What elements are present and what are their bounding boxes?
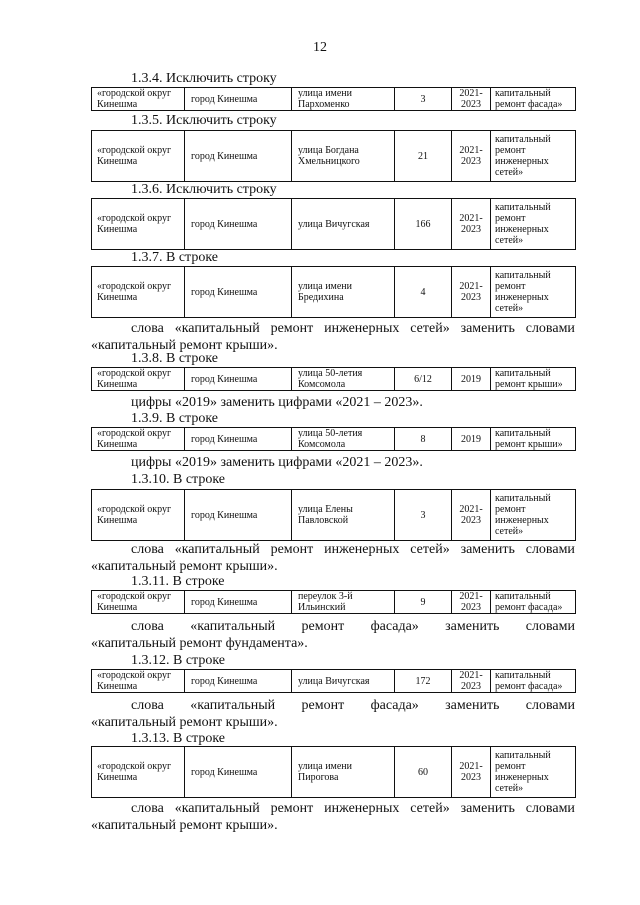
paragraph-line: слова «капитальный ремонт фасада» заменить словами	[131, 619, 575, 634]
table-row	[92, 747, 576, 798]
cell-municipality: «городской округ Кинешма	[92, 267, 185, 318]
record-table	[91, 87, 576, 111]
paragraph-line: цифры «2019» заменить цифрами «2021 – 2023».	[131, 395, 423, 410]
cell-street: улица Вичугская	[292, 199, 395, 250]
cell-house-number: 9	[395, 591, 452, 614]
cell-house-number: 6/12	[395, 368, 452, 391]
cell-street: улица имени Пархоменко	[292, 88, 395, 111]
instruction-paragraph	[91, 454, 575, 471]
table-row	[92, 131, 576, 182]
paragraph-line: слова «капитальный ремонт инженерных сетей» заменить словами	[131, 542, 575, 557]
page-number: 12	[313, 40, 327, 55]
cell-city: город Кинешма	[185, 199, 292, 250]
cell-city: город Кинешма	[185, 267, 292, 318]
section-heading: 1.3.9. В строке	[131, 411, 219, 426]
section-heading: 1.3.7. В строке	[131, 250, 219, 265]
cell-street: переулок 3-й Ильинский	[292, 591, 395, 614]
instruction-paragraph	[91, 541, 575, 575]
section-heading: 1.3.11. В строке	[131, 574, 225, 589]
paragraph-line: слова «капитальный ремонт инженерных сетей» заменить словами	[131, 801, 575, 816]
cell-work-type: капитальный ремонт крыши»	[491, 428, 576, 451]
cell-period: 2019	[452, 428, 491, 451]
cell-street: улица Вичугская	[292, 670, 395, 693]
cell-street: улица 50-летия Комсомола	[292, 368, 395, 391]
cell-city: город Кинешма	[185, 368, 292, 391]
cell-street: улица Елены Павловской	[292, 490, 395, 541]
table-row	[92, 199, 576, 250]
cell-house-number: 8	[395, 428, 452, 451]
table-row	[92, 267, 576, 318]
cell-city: город Кинешма	[185, 670, 292, 693]
cell-municipality: «городской округ Кинешма	[92, 670, 185, 693]
table-row	[92, 591, 576, 614]
table-row	[92, 490, 576, 541]
cell-city: город Кинешма	[185, 490, 292, 541]
record-table	[91, 669, 576, 693]
section-heading: 1.3.8. В строке	[131, 351, 219, 366]
section-heading: 1.3.10. В строке	[131, 472, 226, 487]
paragraph-line: слова «капитальный ремонт инженерных сетей» заменить словами	[131, 321, 575, 336]
cell-municipality: «городской округ Кинешма	[92, 747, 185, 798]
cell-city: город Кинешма	[185, 747, 292, 798]
cell-work-type: капитальный ремонт фасада»	[491, 670, 576, 693]
paragraph-line: «капитальный ремонт крыши».	[91, 338, 278, 353]
paragraph-line: слова «капитальный ремонт фасада» заменить словами	[131, 698, 575, 713]
cell-municipality: «городской округ Кинешма	[92, 428, 185, 451]
cell-work-type: капитальный ремонт инженерных сетей»	[491, 131, 576, 182]
cell-municipality: «городской округ Кинешма	[92, 88, 185, 111]
section-heading: 1.3.4. Исключить строку	[131, 71, 277, 86]
table-row	[92, 670, 576, 693]
cell-street: улица имени Бредихина	[292, 267, 395, 318]
section-heading: 1.3.12. В строке	[131, 653, 226, 668]
instruction-paragraph	[91, 394, 575, 411]
section-heading: 1.3.6. Исключить строку	[131, 182, 277, 197]
cell-work-type: капитальный ремонт крыши»	[491, 368, 576, 391]
record-table	[91, 266, 576, 318]
cell-city: город Кинешма	[185, 88, 292, 111]
cell-work-type: капитальный ремонт фасада»	[491, 88, 576, 111]
cell-municipality: «городской округ Кинешма	[92, 199, 185, 250]
cell-municipality: «городской округ Кинешма	[92, 368, 185, 391]
record-table	[91, 427, 576, 451]
cell-house-number: 166	[395, 199, 452, 250]
cell-house-number: 3	[395, 490, 452, 541]
cell-work-type: капитальный ремонт инженерных сетей»	[491, 267, 576, 318]
section-heading: 1.3.13. В строке	[131, 731, 226, 746]
cell-street: улица Богдана Хмельницкого	[292, 131, 395, 182]
cell-period: 2021-2023	[452, 199, 491, 250]
cell-period: 2021-2023	[452, 591, 491, 614]
cell-city: город Кинешма	[185, 428, 292, 451]
record-table	[91, 130, 576, 182]
table-row	[92, 428, 576, 451]
cell-period: 2021-2023	[452, 267, 491, 318]
record-table	[91, 367, 576, 391]
table-row	[92, 368, 576, 391]
record-table	[91, 198, 576, 250]
cell-house-number: 21	[395, 131, 452, 182]
cell-street: улица имени Пирогова	[292, 747, 395, 798]
instruction-paragraph	[91, 800, 575, 834]
cell-house-number: 4	[395, 267, 452, 318]
cell-house-number: 3	[395, 88, 452, 111]
cell-house-number: 172	[395, 670, 452, 693]
paragraph-line: «капитальный ремонт фундамента».	[91, 636, 308, 651]
instruction-paragraph	[91, 320, 575, 354]
cell-municipality: «городской округ Кинешма	[92, 490, 185, 541]
cell-period: 2021-2023	[452, 747, 491, 798]
paragraph-line: цифры «2019» заменить цифрами «2021 – 2023».	[131, 455, 423, 470]
instruction-paragraph	[91, 697, 575, 731]
cell-period: 2019	[452, 368, 491, 391]
cell-street: улица 50-летия Комсомола	[292, 428, 395, 451]
cell-work-type: капитальный ремонт фасада»	[491, 591, 576, 614]
paragraph-line: «капитальный ремонт крыши».	[91, 559, 278, 574]
cell-city: город Кинешма	[185, 131, 292, 182]
paragraph-line: «капитальный ремонт крыши».	[91, 818, 278, 833]
cell-period: 2021-2023	[452, 131, 491, 182]
cell-period: 2021-2023	[452, 88, 491, 111]
instruction-paragraph	[91, 618, 575, 652]
cell-period: 2021-2023	[452, 490, 491, 541]
cell-house-number: 60	[395, 747, 452, 798]
record-table	[91, 489, 576, 541]
record-table	[91, 746, 576, 798]
cell-municipality: «городской округ Кинешма	[92, 131, 185, 182]
section-heading: 1.3.5. Исключить строку	[131, 113, 277, 128]
cell-work-type: капитальный ремонт инженерных сетей»	[491, 199, 576, 250]
cell-municipality: «городской округ Кинешма	[92, 591, 185, 614]
cell-period: 2021-2023	[452, 670, 491, 693]
cell-work-type: капитальный ремонт инженерных сетей»	[491, 490, 576, 541]
table-row	[92, 88, 576, 111]
paragraph-line: «капитальный ремонт крыши».	[91, 715, 278, 730]
cell-work-type: капитальный ремонт инженерных сетей»	[491, 747, 576, 798]
record-table	[91, 590, 576, 614]
cell-city: город Кинешма	[185, 591, 292, 614]
